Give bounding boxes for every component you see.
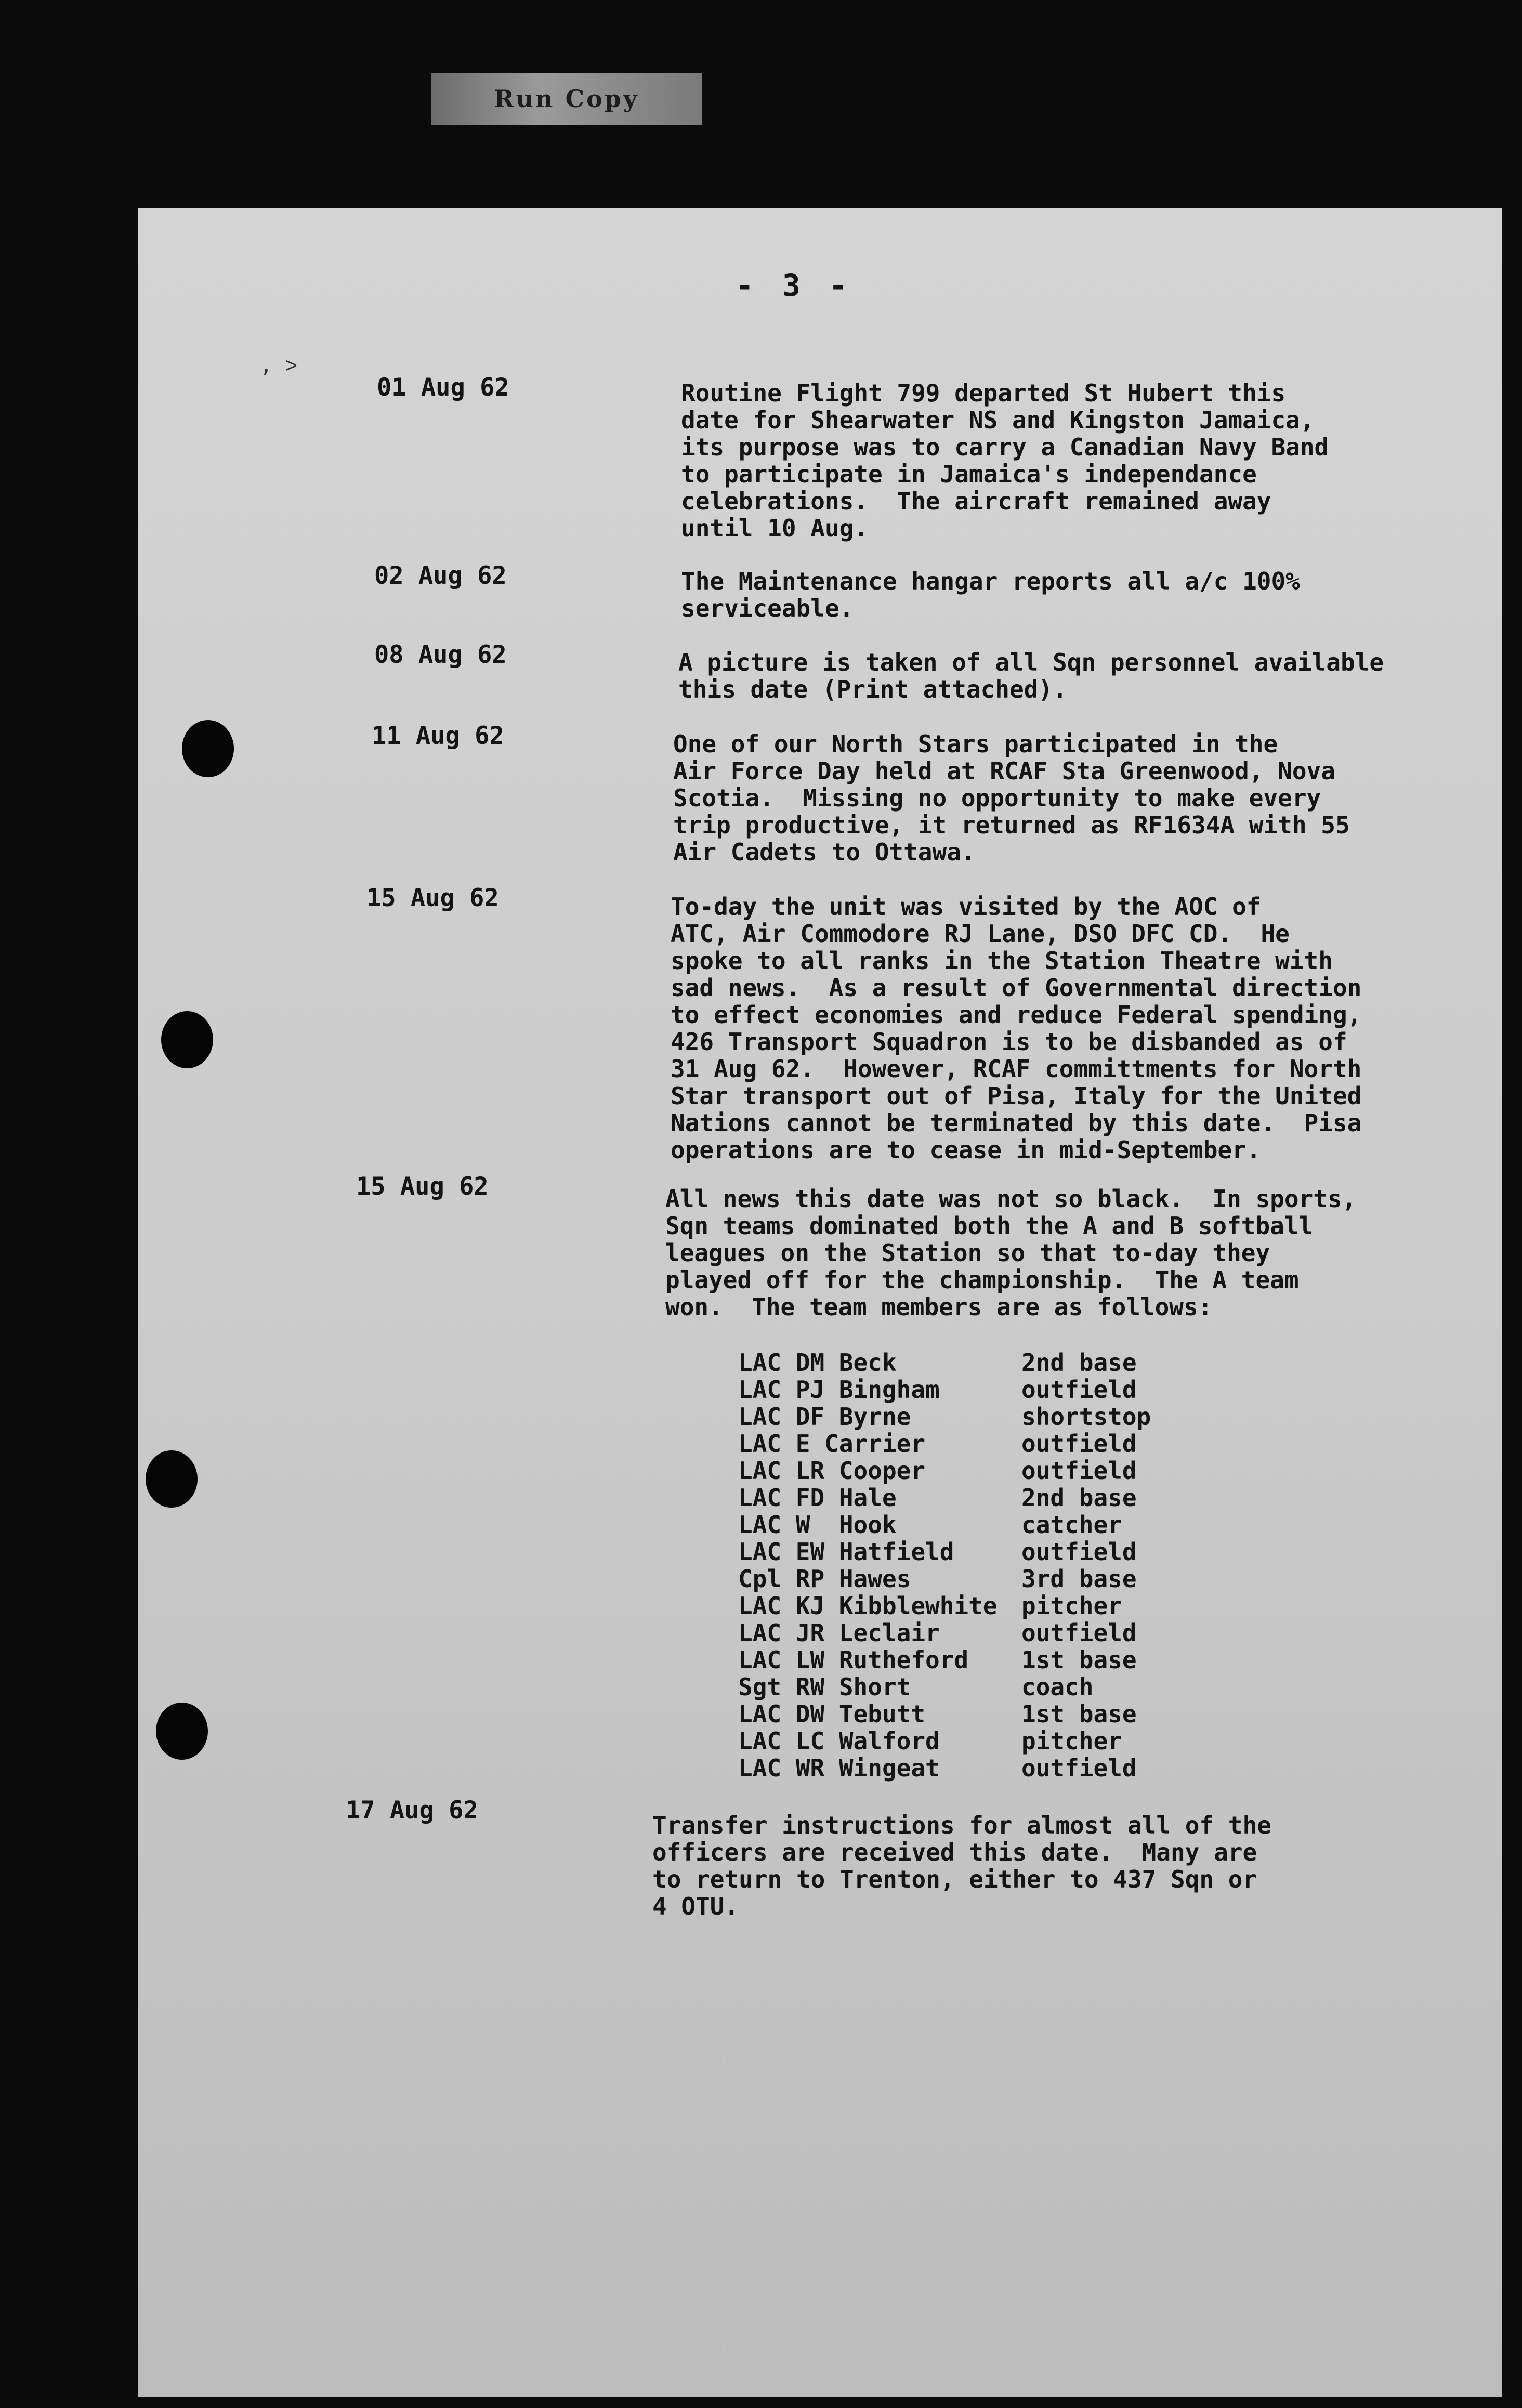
roster-name: LAC DF Byrne bbox=[738, 1403, 911, 1431]
roster-position: shortstop bbox=[1021, 1403, 1151, 1431]
entry-text: A picture is taken of all Sqn personnel available this date (Print attached). bbox=[678, 648, 1384, 703]
entry-text: Routine Flight 799 departed St Hubert this date for Shearwater NS and Kingston Jamaica, its purpose was to carry a Canadian Navy Band to participate in Jamaica's independance celebrations. The aircraft remained away until 10 Aug. bbox=[681, 379, 1329, 542]
roster-row bbox=[738, 1457, 1151, 1484]
roster-row bbox=[738, 1538, 1151, 1565]
roster-row bbox=[738, 1565, 1151, 1592]
roster-name: LAC JR Leclair bbox=[738, 1619, 940, 1647]
roster-row bbox=[738, 1673, 1151, 1700]
roster-position: catcher bbox=[1021, 1511, 1122, 1539]
roster-position: outfield bbox=[1021, 1376, 1137, 1404]
binder-punch-hole bbox=[156, 1703, 208, 1760]
entry-text: To-day the unit was visited by the AOC of ATC, Air Commodore RJ Lane, DSO DFC CD. He spoke to all ranks in the Station Theatre with sad news. As a result of Governmental direction to effect economies and reduce Federal spending, 426 Transport Squadron is to be disbanded as of 31 Aug 62. However, RCAF committments for North Star transport out of Pisa, Italy for the United Nations cannot be terminated by this date. Pisa operations are to cease in mid-September. bbox=[671, 893, 1362, 1164]
roster-row bbox=[738, 1646, 1151, 1673]
roster-position: pitcher bbox=[1021, 1592, 1122, 1620]
roster-name: Cpl RP Hawes bbox=[738, 1565, 911, 1593]
roster-row bbox=[738, 1619, 1151, 1646]
roster-position: 2nd base bbox=[1021, 1484, 1137, 1512]
roster-row bbox=[738, 1728, 1151, 1755]
archive-copy-label: Run Copy bbox=[431, 73, 702, 125]
binder-punch-hole bbox=[146, 1450, 198, 1508]
entry-date: 02 Aug 62 bbox=[374, 561, 507, 590]
roster-name: LAC LW Rutheford bbox=[738, 1646, 969, 1674]
roster-position: pitcher bbox=[1021, 1727, 1122, 1755]
roster-row bbox=[738, 1755, 1151, 1782]
roster-row bbox=[738, 1430, 1151, 1457]
binder-punch-hole bbox=[182, 720, 234, 777]
roster-position: outfield bbox=[1021, 1754, 1137, 1782]
roster-position: outfield bbox=[1021, 1538, 1137, 1566]
entry-date: 01 Aug 62 bbox=[377, 373, 509, 402]
roster-name: LAC DM Beck bbox=[738, 1349, 897, 1377]
roster-name: LAC WR Wingeat bbox=[738, 1754, 940, 1782]
entry-text: One of our North Stars participated in the Air Force Day held at RCAF Sta Greenwood, Nova Scotia. Missing no opportunity to make every trip productive, it returned as RF1634A with 55 Air Cadets to Ottawa. bbox=[673, 730, 1350, 866]
roster-position: 1st base bbox=[1021, 1700, 1137, 1728]
entry-date: 08 Aug 62 bbox=[374, 640, 507, 669]
roster-position: 2nd base bbox=[1021, 1349, 1137, 1377]
roster-position: outfield bbox=[1021, 1619, 1137, 1647]
roster-row bbox=[738, 1403, 1151, 1430]
roster-row bbox=[738, 1349, 1151, 1376]
roster-name: LAC LR Cooper bbox=[738, 1457, 926, 1485]
entry-date: 15 Aug 62 bbox=[356, 1172, 489, 1201]
entry-text: The Maintenance hangar reports all a/c 100% serviceable. bbox=[681, 567, 1300, 622]
roster-row bbox=[738, 1511, 1151, 1538]
roster-position: 1st base bbox=[1021, 1646, 1137, 1674]
binder-punch-hole bbox=[161, 1011, 213, 1068]
roster-name: LAC W Hook bbox=[738, 1511, 897, 1539]
roster-name: LAC EW Hatfield bbox=[738, 1538, 954, 1566]
entry-date: 15 Aug 62 bbox=[366, 884, 499, 912]
page-number: - 3 - bbox=[736, 268, 852, 303]
roster-name: LAC LC Walford bbox=[738, 1727, 940, 1755]
roster-position: outfield bbox=[1021, 1430, 1137, 1458]
roster-row bbox=[738, 1700, 1151, 1728]
roster-name: LAC DW Tebutt bbox=[738, 1700, 926, 1728]
document-page bbox=[138, 208, 1502, 2397]
roster-row bbox=[738, 1484, 1151, 1511]
roster-name: LAC FD Hale bbox=[738, 1484, 897, 1512]
roster-name: LAC E Carrier bbox=[738, 1430, 926, 1458]
roster-name: LAC KJ Kibblewhite bbox=[738, 1592, 998, 1620]
entry-date: 11 Aug 62 bbox=[372, 722, 504, 750]
roster-row bbox=[738, 1592, 1151, 1619]
roster-position: 3rd base bbox=[1021, 1565, 1137, 1593]
roster-position: outfield bbox=[1021, 1457, 1137, 1485]
scan-speck: , ˃ bbox=[260, 354, 298, 377]
roster-name: LAC PJ Bingham bbox=[738, 1376, 940, 1404]
team-roster bbox=[738, 1349, 1151, 1782]
entry-text: All news this date was not so black. In sports, Sqn teams dominated both the A and B softball leagues on the Station so that to-day they played off for the championship. The A team won. The team members are as follows: bbox=[665, 1185, 1357, 1321]
roster-name: Sgt RW Short bbox=[738, 1673, 911, 1701]
entry-text: Transfer instructions for almost all of the officers are received this date. Many are to return to Trenton, either to 437 Sqn or 4 OTU. bbox=[652, 1811, 1271, 1920]
roster-position: coach bbox=[1021, 1673, 1094, 1701]
entry-date: 17 Aug 62 bbox=[346, 1796, 478, 1825]
roster-row bbox=[738, 1376, 1151, 1403]
